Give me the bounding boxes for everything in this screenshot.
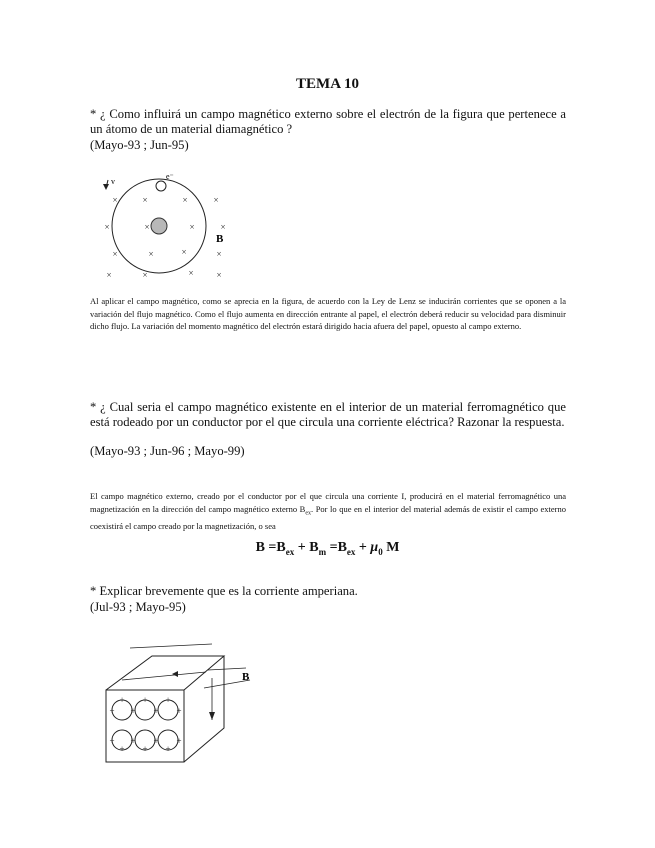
field-line <box>130 644 212 648</box>
question-3-text: * Explicar brevemente que es la corriente amperiana. <box>90 584 358 598</box>
svg-text:×: × <box>216 249 222 259</box>
question-1-text: * ¿ Como influirá un campo magnético externo sobre el electrón de la figura que pertenece a un átomo de un material diamagnético ? <box>90 107 566 136</box>
svg-text:+: + <box>153 736 159 746</box>
svg-text:+: + <box>165 695 171 705</box>
svg-text:×: × <box>213 195 219 205</box>
svg-text:×: × <box>181 247 187 257</box>
svg-text:+: + <box>130 706 136 716</box>
svg-text:×: × <box>220 222 226 232</box>
svg-text:×: × <box>112 249 118 259</box>
question-3-reference: (Jul-93 ; Mayo-95) <box>90 600 186 614</box>
question-2-text: * ¿ Cual seria el campo magnético existente en el interior de un material ferromagnético que está rodeado por un conductor por el que circula una corriente eléctrica? Razonar la respuesta. <box>90 400 566 429</box>
velocity-label: v <box>111 177 115 186</box>
electron <box>156 181 166 191</box>
amperian-current-figure <box>100 648 280 768</box>
svg-text:×: × <box>216 270 222 280</box>
field-into-page-crosses <box>104 195 225 280</box>
svg-text:+: + <box>176 736 182 746</box>
question-2-reference: (Mayo-93 ; Jun-96 ; Mayo-99) <box>90 444 245 458</box>
field-label-b: B <box>216 233 224 245</box>
svg-text:+: + <box>142 744 148 754</box>
field-line <box>208 668 246 670</box>
svg-text:×: × <box>182 195 188 205</box>
field-label-b: B <box>242 671 250 683</box>
svg-text:×: × <box>144 222 150 232</box>
surface-current-line <box>122 672 206 680</box>
amperian-current-loops <box>112 700 178 750</box>
svg-text:×: × <box>142 270 148 280</box>
question-2-answer: El campo magnético externo, creado por el conductor por el que circula una corriente I, producirá en el material ferromagnético una magnetización en la dirección del campo magnético externo $B_{ex}$. Por lo que en el interior del material además de existir el campo externo coexistirá el campo creado por la magnetización, o sea <box>90 491 566 531</box>
nucleus <box>151 218 167 234</box>
svg-text:×: × <box>189 222 195 232</box>
question-1-reference: (Mayo-93 ; Jun-95) <box>90 138 189 152</box>
svg-text:+: + <box>119 744 125 754</box>
diamagnetic-electron-figure <box>95 172 235 287</box>
question-1-answer: Al aplicar el campo magnético, como se aprecia en la figura, de acuerdo con la Ley de Lenz se inducirán corrientes que se oponen a la variación del flujo magnético. Como el flujo aumenta en dirección entrante al papel, el electrón deberá reducir su velocidad para disminuir dicho flujo. La variación del momento magnético del electrón estará dirigido hacia afuera del papel, opuesto al campo externo. <box>90 296 566 332</box>
svg-text:×: × <box>142 195 148 205</box>
svg-text:×: × <box>148 249 154 259</box>
svg-text:×: × <box>104 222 110 232</box>
svg-text:+: + <box>130 736 136 746</box>
svg-text:+: + <box>165 744 171 754</box>
magnetic-field-formula: $B =B_{ex} + B_m =B_{ex} + \mu_0$ M <box>255 540 400 557</box>
svg-text:×: × <box>188 268 194 278</box>
svg-text:+: + <box>176 706 182 716</box>
svg-text:+: + <box>109 736 115 746</box>
svg-text:+: + <box>153 706 159 716</box>
electron-label: e⁻ <box>166 172 174 181</box>
svg-text:+: + <box>142 695 148 705</box>
page-title: TEMA 10 <box>296 76 359 92</box>
svg-text:×: × <box>112 195 118 205</box>
svg-text:×: × <box>106 270 112 280</box>
svg-text:+: + <box>119 695 125 705</box>
svg-text:+: + <box>109 706 115 716</box>
